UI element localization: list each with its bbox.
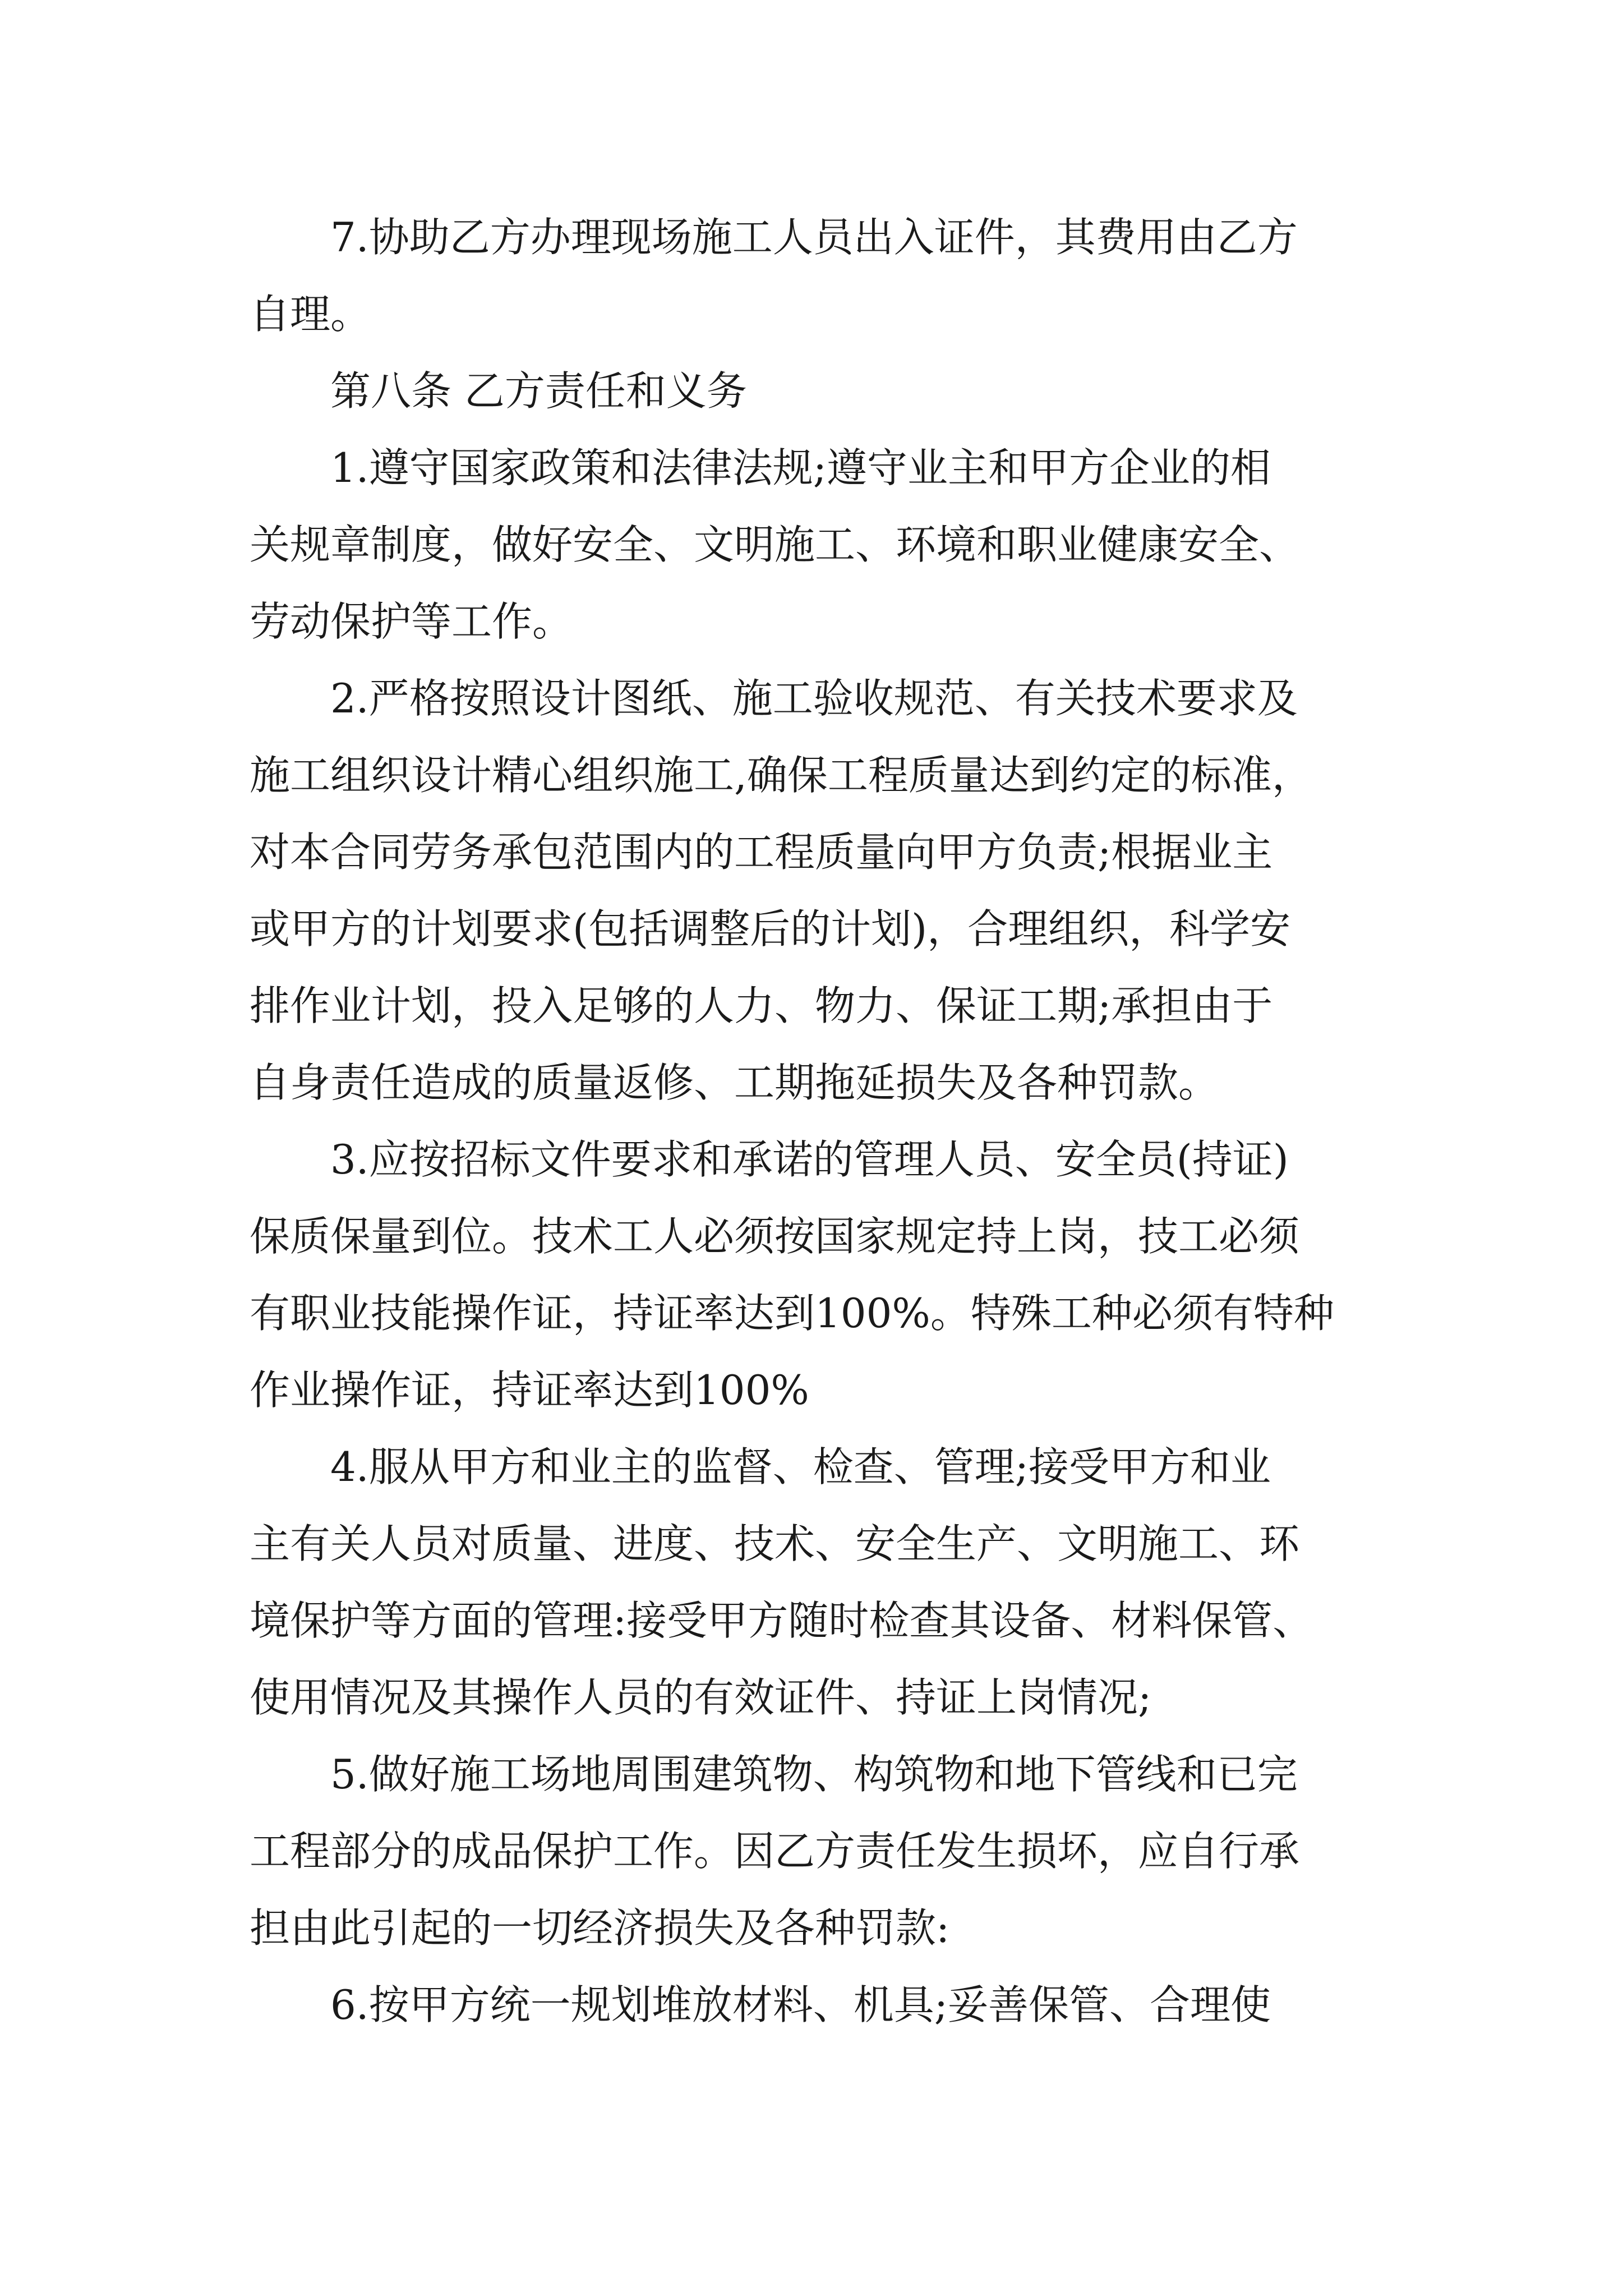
text-line: 1.遵守国家政策和法律法规;遵守业主和甲方企业的相	[330, 444, 1271, 491]
document-body	[250, 199, 1385, 2044]
text-line: 境保护等方面的管理:接受甲方随时检查其设备、材料保管、	[250, 1597, 1313, 1644]
text-line: 工程部分的成品保护工作。因乙方责任发生损坏，应自行承	[250, 1828, 1300, 1875]
text-line: 3.应按招标文件要求和承诺的管理人员、安全员(持证)	[330, 1136, 1289, 1183]
text-line: 5.做好施工场地周围建筑物、构筑物和地下管线和已完	[330, 1751, 1298, 1798]
text-line: 使用情况及其操作人员的有效证件、持证上岗情况;	[250, 1674, 1152, 1721]
text-line: 保质保量到位。技术工人必须按国家规定持上岗，技工必须	[250, 1213, 1300, 1260]
paragraph	[250, 1429, 1385, 1736]
text-line: 7.协助乙方办理现场施工人员出入证件，其费用由乙方	[330, 214, 1298, 261]
text-line: 或甲方的计划要求(包括调整后的计划)，合理组织，科学安	[250, 905, 1291, 953]
text-line: 施工组织设计精心组织施工,确保工程质量达到约定的标准，	[250, 752, 1312, 799]
paragraph	[250, 1121, 1385, 1429]
paragraph	[250, 660, 1385, 1121]
text-line: 关规章制度，做好安全、文明施工、环境和职业健康安全、	[250, 521, 1300, 568]
text-line: 作业操作证，持证率达到100%	[250, 1366, 809, 1414]
text-line: 担由此引起的一切经济损失及各种罚款:	[250, 1904, 950, 1952]
text-line: 2.严格按照设计图纸、施工验收规范、有关技术要求及	[330, 675, 1298, 722]
paragraph	[250, 199, 1385, 353]
text-line: 对本合同劳务承包范围内的工程质量向甲方负责;根据业主	[250, 829, 1273, 876]
text-line: 主有关人员对质量、进度、技术、安全生产、文明施工、环	[250, 1520, 1300, 1567]
text-line: 6.按甲方统一规划堆放材料、机具;妥善保管、合理使	[330, 1981, 1271, 2028]
text-line: 劳动保护等工作。	[250, 598, 573, 645]
paragraph	[250, 1967, 1385, 2044]
text-line: 自理。	[250, 291, 371, 338]
text-line: 自身责任造成的质量返修、工期拖延损失及各种罚款。	[250, 1059, 1219, 1106]
text-line: 4.服从甲方和业主的监督、检查、管理;接受甲方和业	[330, 1443, 1271, 1490]
paragraph	[250, 430, 1385, 660]
section-heading	[250, 353, 1385, 430]
text-line: 排作业计划，投入足够的人力、物力、保证工期;承担由于	[250, 982, 1273, 1029]
text-line: 第八条 乙方责任和义务	[330, 367, 747, 415]
paragraph	[250, 1736, 1385, 1967]
text-line: 有职业技能操作证，持证率达到100%。特殊工种必须有特种	[250, 1290, 1334, 1337]
